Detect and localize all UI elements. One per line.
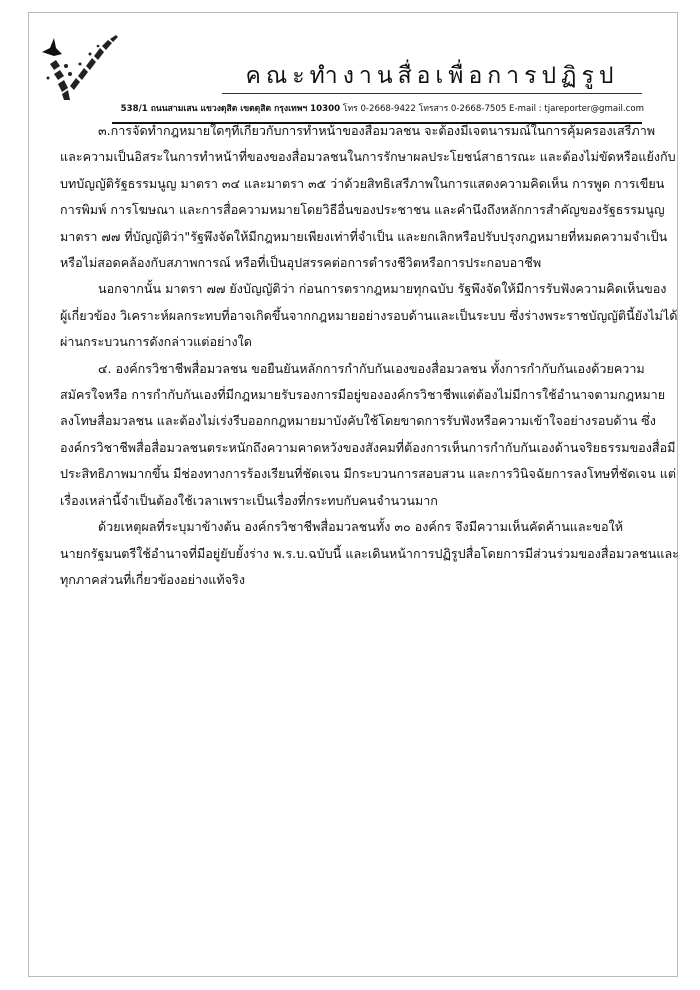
text-line: บทบัญญัติรัฐธรรมนูญ มาตรา ๓๔ และมาตรา ๓๕ ว่าด้วยสิทธิเสรีภาพในการแสดงความคิดเห็น การพูด การเขียน <box>60 175 665 191</box>
text-line: ด้วยเหตุผลที่ระบุมาข้างต้น องค์กรวิชาชีพสื่อมวลชนทั้ง ๓๐ องค์กร จึงมีความเห็นคัดค้านและขอให้ <box>98 519 624 535</box>
contact-text: โทร 0-2668-9422 โทรสาร 0-2668-7505 E-mail : tjareporter@gmail.com <box>342 104 644 114</box>
organization-title: คณะทำงานสื่อเพื่อการปฏิรูป <box>245 63 619 89</box>
address-text: 538/1 ถนนสามเสน แขวงดุสิต เขตดุสิต กรุงเทพฯ 10300 <box>120 104 341 114</box>
text-line: ประสิทธิภาพมากขึ้น มีช่องทางการร้องเรียนที่ชัดเจน มีกระบวนการสอบสวน และการวินิจฉัยการลงโทษที่ชัดเจน แต่ <box>60 466 677 482</box>
organization-logo <box>40 34 120 102</box>
text-line: มาตรา ๗๗ ที่บัญญัติว่า"รัฐพึงจัดให้มีกฎหมายเพียงเท่าที่จำเป็น และยกเลิกหรือปรับปรุงกฎหมายที่หมดความจำเป็น <box>60 228 668 244</box>
text-line: องค์กรวิชาชีพสื่อสื่อมวลชนตระหนักถึงความคาดหวังของสังคมที่ต้องการเห็นการกำกับกันเองด้านจริยธรรมของสื่อมี <box>60 439 676 455</box>
text-line: ผู้เกี่ยวข้อง วิเคราะห์ผลกระทบที่อาจเกิดขึ้นจากกฎหมายอย่างรอบด้านและเป็นระบบ ซึ่งร่างพระราชบัญญัตินี้ยังไม่ได้ <box>60 307 678 323</box>
text-line: เรื่องเหล่านี้จำเป็นต้องใช้เวลาเพราะเป็นเรื่องที่กระทบกับคนจำนวนมาก <box>60 492 438 508</box>
text-line: ผ่านกระบวนการดังกล่าวแต่อย่างใด <box>60 334 252 350</box>
text-line: ๓.การจัดทำกฎหมายใดๆที่เกี่ยวกับการทำหน้าของสื่อมวลชน จะต้องมีเจตนารมณ์ในการคุ้มครองเสรีภาพ <box>98 123 656 138</box>
text-line: ลงโทษสื่อมวลชน และต้องไม่เร่งรีบออกกฎหมายมาบังคับใช้โดยขาดการรับฟังหรือความเข้าใจอย่างรอบด้าน ซึ่ง <box>60 413 656 429</box>
text-line: นายกรัฐมนตรีใช้อำนาจที่มีอยู่ยับยั้งร่าง พ.ร.บ.ฉบับนี้ และเดินหน้าการปฏิรูปสื่อโดยการมีส่วนร่วมของสื่อมวลชนและ <box>60 545 679 561</box>
bird-checkmark-icon <box>40 34 120 102</box>
text-line: สมัครใจหรือ การกำกับกันเองที่มีกฎหมายรับรองการมีอยู่ขององค์กรวิชาชีพแต่ต้องไม่มีการใช้อำนาจตามกฎหมาย <box>60 387 666 403</box>
title-divider <box>222 93 642 94</box>
text-line: ๔. องค์กรวิชาชีพสื่อมวลชน ขอยืนยันหลักการกำกับกันเองของสื่อมวลชน ทั้งการกำกับกันเองด้วยความ <box>98 360 645 376</box>
text-line: การพิมพ์ การโฆษณา และการสื่อความหมายโดยวิธีอื่นของประชาชน และคำนึงถึงหลักการสำคัญของรัฐธรรมนูญ <box>60 202 665 218</box>
address-line <box>121 101 644 115</box>
text-line: และความเป็นอิสระในการทำหน้าที่ของของสื่อมวลชนในการรักษาผลประโยชน์สาธารณะ และต้องไม่ขัดหรือแย้งกับ <box>60 149 676 165</box>
text-line: หรือไม่สอดคล้องกับสภาพการณ์ หรือที่เป็นอุปสรรคต่อการดำรงชีวิตหรือการประกอบอาชีพ <box>60 255 542 271</box>
document-body <box>60 118 679 593</box>
text-line: นอกจากนั้น มาตรา ๗๗ ยังบัญญัติว่า ก่อนการตรากฎหมายทุกฉบับ รัฐพึงจัดให้มีการรับฟังความคิดเห็นของ <box>98 281 667 297</box>
text-line: ทุกภาคส่วนที่เกี่ยวข้องอย่างแท้จริง <box>60 571 245 587</box>
